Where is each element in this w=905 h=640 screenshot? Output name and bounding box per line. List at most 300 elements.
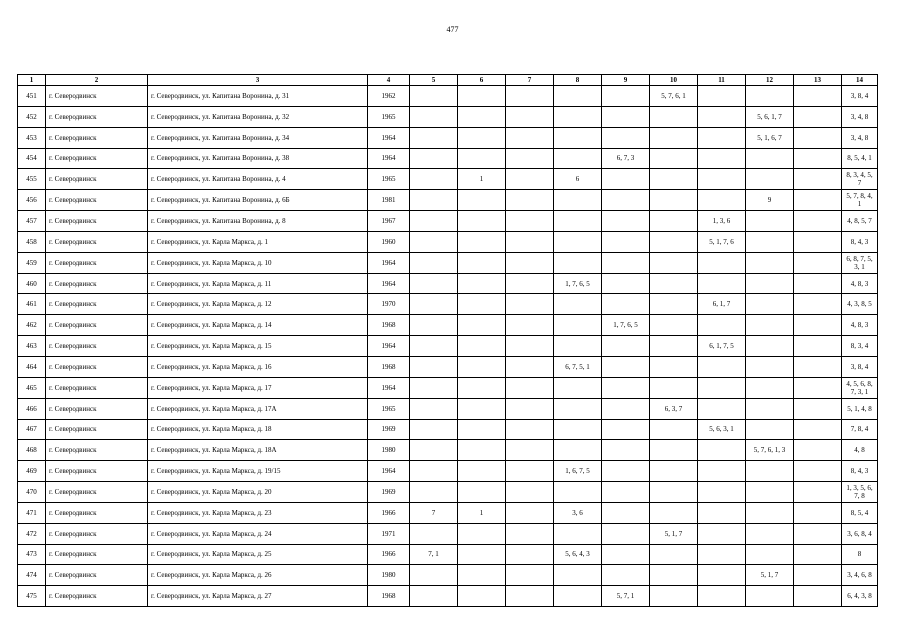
cell-col-10 bbox=[650, 294, 698, 315]
cell-col-3: г. Северодвинск, ул. Капитана Воронина, д. 31 bbox=[148, 86, 368, 107]
cell-col-6 bbox=[458, 106, 506, 127]
cell-col-6 bbox=[458, 231, 506, 252]
cell-col-6: 1 bbox=[458, 502, 506, 523]
cell-col-10 bbox=[650, 231, 698, 252]
cell-col-7 bbox=[506, 482, 554, 503]
cell-col-14: 8, 3, 4 bbox=[842, 336, 878, 357]
cell-col-3: г. Северодвинск, ул. Карла Маркса, д. 17 bbox=[148, 377, 368, 398]
cell-col-2: г. Северодвинск bbox=[46, 398, 148, 419]
cell-col-9 bbox=[602, 190, 650, 211]
cell-col-5 bbox=[410, 523, 458, 544]
cell-col-8: 5, 6, 4, 3 bbox=[554, 544, 602, 565]
cell-col-3: г. Северодвинск, ул. Карла Маркса, д. 24 bbox=[148, 523, 368, 544]
cell-col-9 bbox=[602, 106, 650, 127]
cell-col-8 bbox=[554, 211, 602, 232]
cell-col-9 bbox=[602, 294, 650, 315]
cell-col-8 bbox=[554, 565, 602, 586]
cell-col-9 bbox=[602, 273, 650, 294]
column-header-12: 12 bbox=[746, 75, 794, 86]
cell-col-7 bbox=[506, 231, 554, 252]
cell-col-8 bbox=[554, 86, 602, 107]
cell-col-13 bbox=[794, 523, 842, 544]
cell-col-14: 4, 8, 3 bbox=[842, 315, 878, 336]
cell-col-5 bbox=[410, 377, 458, 398]
cell-col-13 bbox=[794, 377, 842, 398]
cell-col-13 bbox=[794, 356, 842, 377]
cell-col-14: 3, 8, 4 bbox=[842, 86, 878, 107]
cell-col-7 bbox=[506, 315, 554, 336]
cell-col-2: г. Северодвинск bbox=[46, 586, 148, 607]
cell-col-4: 1962 bbox=[368, 86, 410, 107]
cell-col-12 bbox=[746, 273, 794, 294]
cell-col-11 bbox=[698, 502, 746, 523]
cell-col-5 bbox=[410, 419, 458, 440]
cell-col-4: 1968 bbox=[368, 586, 410, 607]
cell-col-14: 3, 4, 8 bbox=[842, 106, 878, 127]
cell-col-9 bbox=[602, 356, 650, 377]
table-row bbox=[18, 190, 878, 211]
table-row bbox=[18, 127, 878, 148]
cell-col-4: 1967 bbox=[368, 211, 410, 232]
cell-col-4: 1965 bbox=[368, 398, 410, 419]
column-header-8: 8 bbox=[554, 75, 602, 86]
table-row bbox=[18, 211, 878, 232]
cell-col-6 bbox=[458, 273, 506, 294]
cell-col-13 bbox=[794, 586, 842, 607]
table-row bbox=[18, 377, 878, 398]
cell-col-12 bbox=[746, 231, 794, 252]
column-header-13: 13 bbox=[794, 75, 842, 86]
cell-col-3: г. Северодвинск, ул. Карла Маркса, д. 23 bbox=[148, 502, 368, 523]
cell-col-13 bbox=[794, 502, 842, 523]
cell-col-2: г. Северодвинск bbox=[46, 544, 148, 565]
cell-col-10 bbox=[650, 315, 698, 336]
cell-col-13 bbox=[794, 169, 842, 190]
cell-col-11: 6, 1, 7 bbox=[698, 294, 746, 315]
cell-col-4: 1968 bbox=[368, 356, 410, 377]
cell-col-1: 465 bbox=[18, 377, 46, 398]
table-row bbox=[18, 294, 878, 315]
cell-col-9 bbox=[602, 211, 650, 232]
cell-col-2: г. Северодвинск bbox=[46, 148, 148, 169]
cell-col-12 bbox=[746, 211, 794, 232]
cell-col-7 bbox=[506, 398, 554, 419]
cell-col-7 bbox=[506, 440, 554, 461]
cell-col-10 bbox=[650, 544, 698, 565]
cell-col-5 bbox=[410, 586, 458, 607]
cell-col-11 bbox=[698, 252, 746, 273]
cell-col-1: 457 bbox=[18, 211, 46, 232]
cell-col-12 bbox=[746, 482, 794, 503]
column-header-4: 4 bbox=[368, 75, 410, 86]
column-header-2: 2 bbox=[46, 75, 148, 86]
table-row bbox=[18, 419, 878, 440]
cell-col-13 bbox=[794, 190, 842, 211]
cell-col-6 bbox=[458, 419, 506, 440]
cell-col-5 bbox=[410, 148, 458, 169]
cell-col-5 bbox=[410, 252, 458, 273]
cell-col-10: 5, 1, 7 bbox=[650, 523, 698, 544]
cell-col-11 bbox=[698, 190, 746, 211]
cell-col-5 bbox=[410, 398, 458, 419]
cell-col-9 bbox=[602, 336, 650, 357]
cell-col-10: 6, 3, 7 bbox=[650, 398, 698, 419]
cell-col-11 bbox=[698, 586, 746, 607]
cell-col-1: 468 bbox=[18, 440, 46, 461]
column-header-1: 1 bbox=[18, 75, 46, 86]
cell-col-7 bbox=[506, 252, 554, 273]
cell-col-9 bbox=[602, 482, 650, 503]
cell-col-10 bbox=[650, 482, 698, 503]
cell-col-5 bbox=[410, 315, 458, 336]
cell-col-13 bbox=[794, 398, 842, 419]
cell-col-12 bbox=[746, 315, 794, 336]
cell-col-9: 5, 7, 1 bbox=[602, 586, 650, 607]
cell-col-1: 461 bbox=[18, 294, 46, 315]
cell-col-1: 475 bbox=[18, 586, 46, 607]
cell-col-8: 1, 7, 6, 5 bbox=[554, 273, 602, 294]
cell-col-10 bbox=[650, 461, 698, 482]
cell-col-11 bbox=[698, 482, 746, 503]
cell-col-1: 463 bbox=[18, 336, 46, 357]
cell-col-2: г. Северодвинск bbox=[46, 294, 148, 315]
cell-col-4: 1969 bbox=[368, 419, 410, 440]
cell-col-2: г. Северодвинск bbox=[46, 106, 148, 127]
cell-col-14: 4, 5, 6, 8, 7, 3, 1 bbox=[842, 377, 878, 398]
cell-col-12 bbox=[746, 169, 794, 190]
cell-col-7 bbox=[506, 523, 554, 544]
table-row bbox=[18, 440, 878, 461]
column-header-7: 7 bbox=[506, 75, 554, 86]
cell-col-9 bbox=[602, 502, 650, 523]
table-row bbox=[18, 336, 878, 357]
cell-col-7 bbox=[506, 190, 554, 211]
cell-col-9 bbox=[602, 419, 650, 440]
cell-col-5 bbox=[410, 461, 458, 482]
cell-col-7 bbox=[506, 461, 554, 482]
cell-col-6 bbox=[458, 377, 506, 398]
cell-col-9 bbox=[602, 398, 650, 419]
cell-col-8 bbox=[554, 148, 602, 169]
cell-col-10 bbox=[650, 377, 698, 398]
cell-col-14: 3, 6, 8, 4 bbox=[842, 523, 878, 544]
cell-col-4: 1964 bbox=[368, 377, 410, 398]
cell-col-11: 6, 1, 7, 5 bbox=[698, 336, 746, 357]
cell-col-2: г. Северодвинск bbox=[46, 565, 148, 586]
cell-col-8 bbox=[554, 523, 602, 544]
cell-col-10: 5, 7, 6, 1 bbox=[650, 86, 698, 107]
cell-col-8 bbox=[554, 190, 602, 211]
cell-col-7 bbox=[506, 544, 554, 565]
cell-col-11 bbox=[698, 106, 746, 127]
cell-col-11 bbox=[698, 565, 746, 586]
cell-col-13 bbox=[794, 252, 842, 273]
cell-col-5 bbox=[410, 336, 458, 357]
cell-col-6 bbox=[458, 252, 506, 273]
cell-col-6 bbox=[458, 148, 506, 169]
cell-col-9 bbox=[602, 169, 650, 190]
cell-col-8 bbox=[554, 440, 602, 461]
cell-col-2: г. Северодвинск bbox=[46, 211, 148, 232]
cell-col-4: 1980 bbox=[368, 440, 410, 461]
cell-col-4: 1969 bbox=[368, 482, 410, 503]
cell-col-13 bbox=[794, 565, 842, 586]
cell-col-9: 6, 7, 3 bbox=[602, 148, 650, 169]
cell-col-4: 1964 bbox=[368, 461, 410, 482]
cell-col-14: 5, 1, 4, 8 bbox=[842, 398, 878, 419]
cell-col-11 bbox=[698, 523, 746, 544]
cell-col-13 bbox=[794, 544, 842, 565]
cell-col-2: г. Северодвинск bbox=[46, 169, 148, 190]
cell-col-12: 9 bbox=[746, 190, 794, 211]
cell-col-3: г. Северодвинск, ул. Карла Маркса, д. 12 bbox=[148, 294, 368, 315]
cell-col-7 bbox=[506, 336, 554, 357]
cell-col-1: 469 bbox=[18, 461, 46, 482]
table-row bbox=[18, 315, 878, 336]
cell-col-2: г. Северодвинск bbox=[46, 523, 148, 544]
cell-col-12 bbox=[746, 356, 794, 377]
cell-col-9 bbox=[602, 86, 650, 107]
cell-col-4: 1964 bbox=[368, 148, 410, 169]
cell-col-3: г. Северодвинск, ул. Капитана Воронина, д. 6Б bbox=[148, 190, 368, 211]
cell-col-10 bbox=[650, 127, 698, 148]
table-row bbox=[18, 86, 878, 107]
cell-col-8 bbox=[554, 315, 602, 336]
table-row bbox=[18, 273, 878, 294]
cell-col-11 bbox=[698, 315, 746, 336]
cell-col-12: 5, 6, 1, 7 bbox=[746, 106, 794, 127]
cell-col-12 bbox=[746, 523, 794, 544]
cell-col-14: 3, 8, 4 bbox=[842, 356, 878, 377]
cell-col-9 bbox=[602, 231, 650, 252]
cell-col-11 bbox=[698, 86, 746, 107]
cell-col-8 bbox=[554, 419, 602, 440]
cell-col-1: 452 bbox=[18, 106, 46, 127]
cell-col-12 bbox=[746, 461, 794, 482]
cell-col-3: г. Северодвинск, ул. Карла Маркса, д. 11 bbox=[148, 273, 368, 294]
cell-col-6 bbox=[458, 523, 506, 544]
cell-col-14: 8, 3, 4, 5, 7 bbox=[842, 169, 878, 190]
cell-col-14: 6, 8, 7, 5, 3, 1 bbox=[842, 252, 878, 273]
column-header-9: 9 bbox=[602, 75, 650, 86]
cell-col-3: г. Северодвинск, ул. Капитана Воронина, д. 38 bbox=[148, 148, 368, 169]
cell-col-12 bbox=[746, 377, 794, 398]
cell-col-12 bbox=[746, 86, 794, 107]
cell-col-10 bbox=[650, 190, 698, 211]
cell-col-13 bbox=[794, 336, 842, 357]
cell-col-14: 8, 4, 3 bbox=[842, 461, 878, 482]
cell-col-2: г. Северодвинск bbox=[46, 252, 148, 273]
cell-col-12: 5, 1, 7 bbox=[746, 565, 794, 586]
cell-col-1: 453 bbox=[18, 127, 46, 148]
table-row bbox=[18, 461, 878, 482]
cell-col-4: 1960 bbox=[368, 231, 410, 252]
cell-col-3: г. Северодвинск, ул. Карла Маркса, д. 25 bbox=[148, 544, 368, 565]
cell-col-10 bbox=[650, 440, 698, 461]
cell-col-5 bbox=[410, 482, 458, 503]
cell-col-8 bbox=[554, 106, 602, 127]
column-header-6: 6 bbox=[458, 75, 506, 86]
cell-col-11 bbox=[698, 356, 746, 377]
cell-col-8: 6 bbox=[554, 169, 602, 190]
cell-col-5 bbox=[410, 440, 458, 461]
cell-col-3: г. Северодвинск, ул. Карла Маркса, д. 15 bbox=[148, 336, 368, 357]
cell-col-14: 5, 7, 8, 4, 1 bbox=[842, 190, 878, 211]
cell-col-6 bbox=[458, 336, 506, 357]
cell-col-7 bbox=[506, 106, 554, 127]
cell-col-4: 1965 bbox=[368, 169, 410, 190]
cell-col-7 bbox=[506, 169, 554, 190]
cell-col-7 bbox=[506, 127, 554, 148]
cell-col-4: 1964 bbox=[368, 127, 410, 148]
cell-col-12 bbox=[746, 336, 794, 357]
cell-col-14: 7, 8, 4 bbox=[842, 419, 878, 440]
cell-col-8 bbox=[554, 127, 602, 148]
cell-col-7 bbox=[506, 273, 554, 294]
cell-col-11 bbox=[698, 377, 746, 398]
cell-col-3: г. Северодвинск, ул. Карла Маркса, д. 20 bbox=[148, 482, 368, 503]
cell-col-11: 1, 3, 6 bbox=[698, 211, 746, 232]
cell-col-5 bbox=[410, 106, 458, 127]
cell-col-3: г. Северодвинск, ул. Карла Маркса, д. 16 bbox=[148, 356, 368, 377]
cell-col-11: 5, 1, 7, 6 bbox=[698, 231, 746, 252]
cell-col-12 bbox=[746, 398, 794, 419]
cell-col-5 bbox=[410, 127, 458, 148]
cell-col-3: г. Северодвинск, ул. Карла Маркса, д. 18А bbox=[148, 440, 368, 461]
cell-col-8 bbox=[554, 377, 602, 398]
cell-col-4: 1964 bbox=[368, 252, 410, 273]
cell-col-6 bbox=[458, 190, 506, 211]
cell-col-5 bbox=[410, 356, 458, 377]
cell-col-10 bbox=[650, 419, 698, 440]
table-row bbox=[18, 106, 878, 127]
cell-col-6 bbox=[458, 356, 506, 377]
cell-col-6 bbox=[458, 482, 506, 503]
table-row bbox=[18, 565, 878, 586]
cell-col-12 bbox=[746, 544, 794, 565]
cell-col-10 bbox=[650, 356, 698, 377]
cell-col-6 bbox=[458, 586, 506, 607]
cell-col-6 bbox=[458, 398, 506, 419]
cell-col-8 bbox=[554, 586, 602, 607]
cell-col-7 bbox=[506, 211, 554, 232]
cell-col-9 bbox=[602, 440, 650, 461]
cell-col-11 bbox=[698, 148, 746, 169]
cell-col-13 bbox=[794, 461, 842, 482]
cell-col-7 bbox=[506, 86, 554, 107]
cell-col-4: 1966 bbox=[368, 544, 410, 565]
table-row bbox=[18, 231, 878, 252]
cell-col-8 bbox=[554, 482, 602, 503]
cell-col-14: 4, 8, 5, 7 bbox=[842, 211, 878, 232]
cell-col-3: г. Северодвинск, ул. Карла Маркса, д. 26 bbox=[148, 565, 368, 586]
cell-col-5 bbox=[410, 231, 458, 252]
cell-col-9 bbox=[602, 252, 650, 273]
cell-col-5: 7 bbox=[410, 502, 458, 523]
cell-col-12 bbox=[746, 294, 794, 315]
cell-col-9 bbox=[602, 461, 650, 482]
cell-col-3: г. Северодвинск, ул. Капитана Воронина, д. 34 bbox=[148, 127, 368, 148]
column-header-5: 5 bbox=[410, 75, 458, 86]
table-body bbox=[18, 86, 878, 607]
cell-col-6 bbox=[458, 211, 506, 232]
cell-col-1: 454 bbox=[18, 148, 46, 169]
cell-col-3: г. Северодвинск, ул. Капитана Воронина, д. 4 bbox=[148, 169, 368, 190]
cell-col-1: 460 bbox=[18, 273, 46, 294]
cell-col-2: г. Северодвинск bbox=[46, 356, 148, 377]
cell-col-2: г. Северодвинск bbox=[46, 273, 148, 294]
cell-col-12 bbox=[746, 419, 794, 440]
cell-col-13 bbox=[794, 482, 842, 503]
cell-col-12 bbox=[746, 502, 794, 523]
cell-col-4: 1966 bbox=[368, 502, 410, 523]
cell-col-4: 1981 bbox=[368, 190, 410, 211]
cell-col-2: г. Северодвинск bbox=[46, 127, 148, 148]
cell-col-13 bbox=[794, 211, 842, 232]
cell-col-2: г. Северодвинск bbox=[46, 440, 148, 461]
cell-col-14: 1, 3, 5, 6, 7, 8 bbox=[842, 482, 878, 503]
cell-col-9 bbox=[602, 544, 650, 565]
cell-col-4: 1971 bbox=[368, 523, 410, 544]
cell-col-3: г. Северодвинск, ул. Капитана Воронина, д. 8 bbox=[148, 211, 368, 232]
page-number: 477 bbox=[446, 25, 459, 34]
cell-col-13 bbox=[794, 294, 842, 315]
cell-col-13 bbox=[794, 419, 842, 440]
cell-col-9 bbox=[602, 127, 650, 148]
cell-col-13 bbox=[794, 86, 842, 107]
cell-col-5 bbox=[410, 273, 458, 294]
cell-col-6 bbox=[458, 461, 506, 482]
cell-col-7 bbox=[506, 586, 554, 607]
cell-col-2: г. Северодвинск bbox=[46, 377, 148, 398]
cell-col-2: г. Северодвинск bbox=[46, 190, 148, 211]
cell-col-4: 1964 bbox=[368, 336, 410, 357]
cell-col-10 bbox=[650, 148, 698, 169]
cell-col-5 bbox=[410, 169, 458, 190]
cell-col-11 bbox=[698, 544, 746, 565]
cell-col-7 bbox=[506, 419, 554, 440]
cell-col-8 bbox=[554, 231, 602, 252]
cell-col-2: г. Северодвинск bbox=[46, 315, 148, 336]
column-header-11: 11 bbox=[698, 75, 746, 86]
cell-col-6 bbox=[458, 565, 506, 586]
cell-col-11 bbox=[698, 169, 746, 190]
cell-col-2: г. Северодвинск bbox=[46, 336, 148, 357]
table-row bbox=[18, 502, 878, 523]
cell-col-11 bbox=[698, 440, 746, 461]
cell-col-1: 456 bbox=[18, 190, 46, 211]
cell-col-14: 4, 3, 8, 5 bbox=[842, 294, 878, 315]
cell-col-3: г. Северодвинск, ул. Карла Маркса, д. 18 bbox=[148, 419, 368, 440]
cell-col-12 bbox=[746, 586, 794, 607]
cell-col-1: 470 bbox=[18, 482, 46, 503]
cell-col-13 bbox=[794, 127, 842, 148]
cell-col-14: 4, 8 bbox=[842, 440, 878, 461]
cell-col-11 bbox=[698, 273, 746, 294]
table-row bbox=[18, 148, 878, 169]
table-row bbox=[18, 586, 878, 607]
cell-col-4: 1980 bbox=[368, 565, 410, 586]
cell-col-1: 471 bbox=[18, 502, 46, 523]
cell-col-1: 473 bbox=[18, 544, 46, 565]
cell-col-10 bbox=[650, 586, 698, 607]
cell-col-14: 6, 4, 3, 8 bbox=[842, 586, 878, 607]
cell-col-7 bbox=[506, 565, 554, 586]
cell-col-12 bbox=[746, 252, 794, 273]
cell-col-1: 467 bbox=[18, 419, 46, 440]
cell-col-6 bbox=[458, 315, 506, 336]
cell-col-5 bbox=[410, 211, 458, 232]
